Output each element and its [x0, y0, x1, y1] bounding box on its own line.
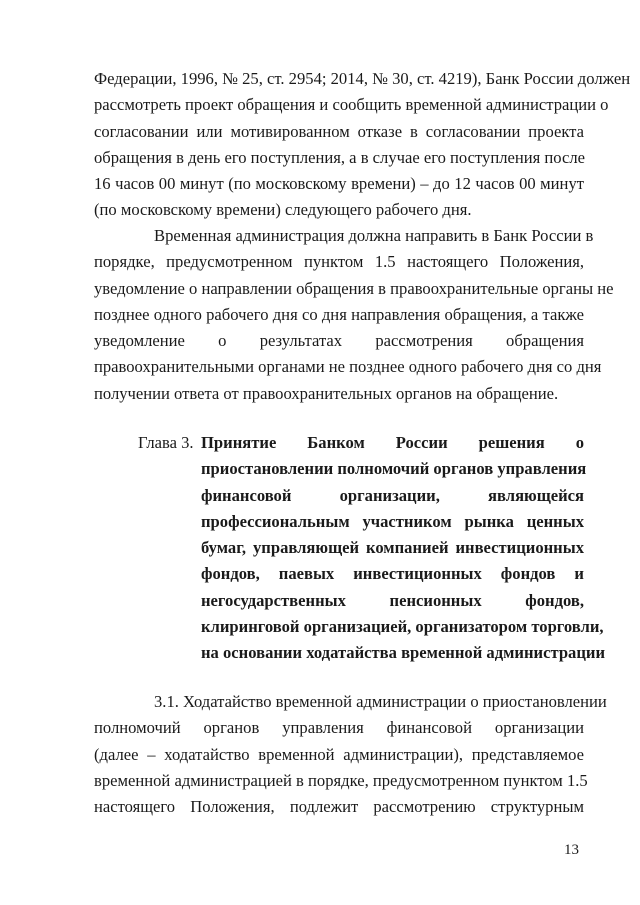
- text-line: Федерации, 1996, № 25, ст. 2954; 2014, № 30, ст. 4219), Банк России должен: [94, 69, 631, 88]
- text-line: Временная администрация должна направить в Банк России в: [154, 226, 594, 245]
- chapter-title-line: профессиональным участником рынка ценных: [201, 511, 584, 531]
- text-line: правоохранительными органами не позднее одного рабочего дня со дня: [94, 357, 602, 377]
- text-line: получении ответа от правоохранительных органов на обращение.: [94, 383, 559, 403]
- text-line: порядке, предусмотренном пунктом 1.5 настоящего Положения,: [94, 252, 584, 272]
- chapter-title-line: на основании ходатайства временной администрации: [201, 643, 606, 663]
- text-line: согласовании или мотивированном отказе в согласовании проекта: [94, 121, 584, 141]
- chapter-label: Глава 3.: [138, 433, 194, 452]
- chapter-title-line: фондов, паевых инвестиционных фондов и: [201, 564, 584, 584]
- chapter-title-line: негосударственных пенсионных фондов,: [201, 590, 584, 610]
- text-line: 16 часов 00 минут (по московскому времени) – до 12 часов 00 минут: [94, 174, 584, 194]
- chapter-title-line: приостановлении полномочий органов управления: [201, 459, 587, 479]
- text-line: позднее одного рабочего дня со дня направления обращения, а также: [94, 304, 584, 324]
- chapter-title-line: Принятие Банком России решения о: [201, 433, 584, 452]
- text-line: временной администрацией в порядке, предусмотренном пунктом 1.5: [94, 770, 588, 790]
- text-line: обращения в день его поступления, а в случае его поступления после: [94, 147, 585, 167]
- text-line: (далее – ходатайство временной администрации), представляемое: [94, 744, 584, 764]
- chapter-title-line: бумаг, управляющей компанией инвестиционных: [201, 538, 584, 558]
- text-line: (по московскому времени) следующего рабочего дня.: [94, 200, 472, 220]
- text-line: рассмотреть проект обращения и сообщить временной администрации о: [94, 95, 609, 115]
- chapter-title-line: финансовой организации, являющейся: [201, 485, 584, 505]
- paragraph-3-1: [94, 689, 607, 820]
- text-line: настоящего Положения, подлежит рассмотрению структурным: [94, 797, 584, 817]
- chapter-title: [201, 430, 606, 667]
- text-line: уведомление о направлении обращения в правоохранительные органы не: [94, 278, 614, 298]
- text-line: уведомление о результатах рассмотрения обращения: [94, 331, 584, 351]
- text-line: полномочий органов управления финансовой организации: [94, 718, 584, 738]
- paragraph-2: [94, 223, 614, 407]
- page-number: 13: [564, 842, 579, 858]
- chapter-title-line: клиринговой организацией, организатором торговли,: [201, 617, 604, 637]
- paragraph-1: [94, 66, 631, 224]
- text-line: 3.1. Ходатайство временной администрации о приостановлении: [154, 692, 607, 711]
